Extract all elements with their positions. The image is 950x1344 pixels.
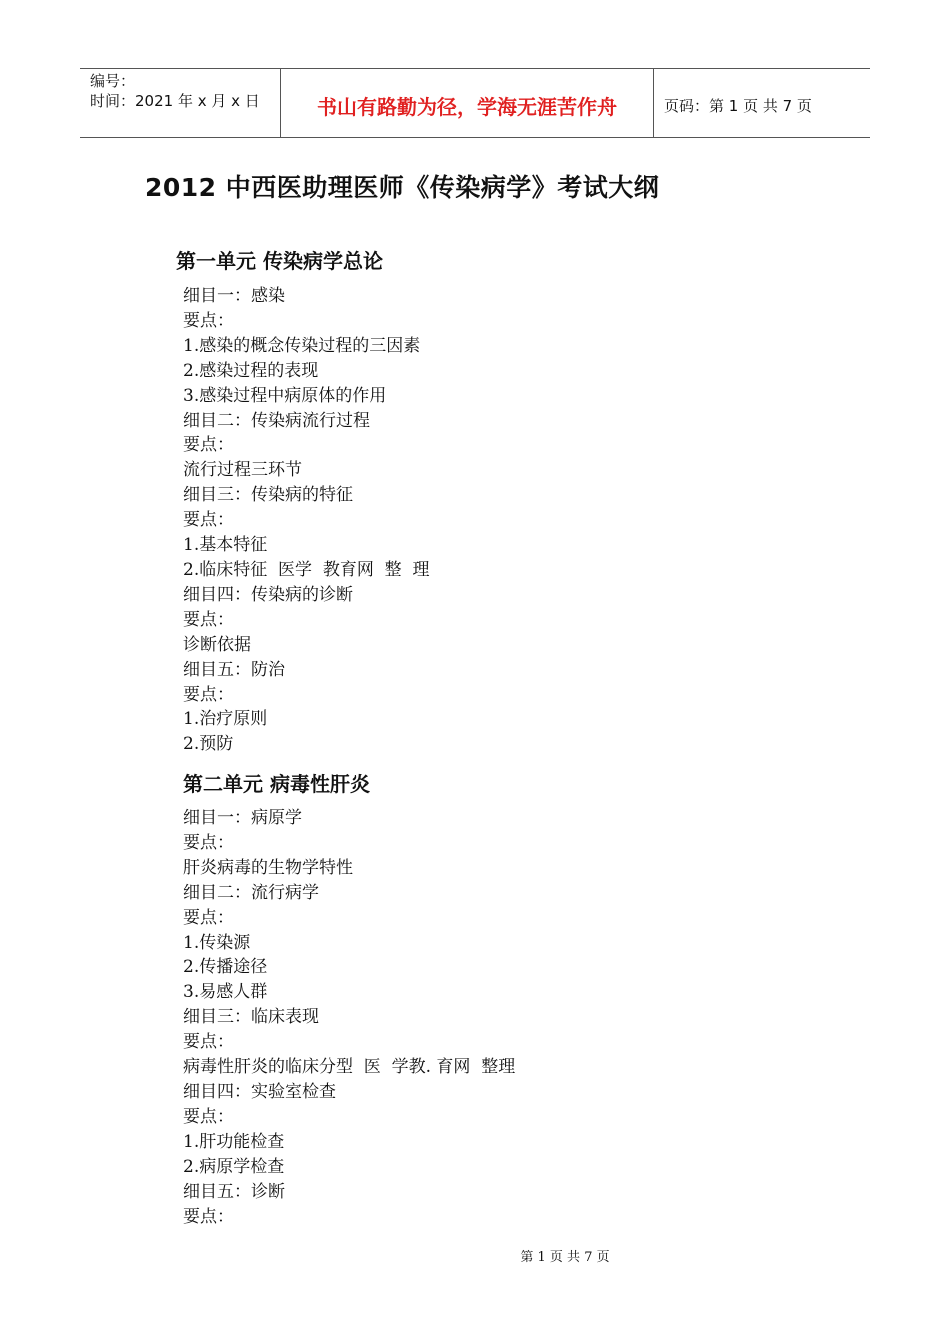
content-line: 要点： [183,510,234,531]
content-line: 2.临床特征 医学 教育网 整 理 [183,559,430,580]
content-line: 要点： [183,684,234,705]
page-footer: 第 1 页 共 7 页 [520,1250,610,1265]
content-line: 1.治疗原则 [183,709,268,730]
motto: 书山有路勤为径，学海无涯苦作舟 [281,69,654,137]
content-line: 细目二：传染病流行过程 [183,410,370,431]
unit-title: 第一单元 传染病学总论 [176,249,383,273]
number-label: 编号： [90,72,136,90]
content-line: 要点： [183,435,234,456]
content-line: 细目五：诊断 [183,1181,285,1202]
content-line: 3.易感人群 [183,982,268,1003]
content-line: 细目二：流行病学 [183,882,319,903]
header-table [80,68,870,138]
content-line: 细目五：防治 [183,659,285,680]
content-line: 2.预防 [183,734,234,755]
content-line: 2.传播途径 [183,957,268,978]
content-line: 2.感染过程的表现 [183,360,319,381]
unit-2-content [183,806,515,1229]
content-line: 病毒性肝炎的临床分型 医 学教. 育网 整理 [183,1057,516,1078]
content-line: 肝炎病毒的生物学特性 [183,857,353,878]
content-line: 诊断依据 [183,634,251,655]
content-line: 要点： [183,609,234,630]
content-line: 1.传染源 [183,932,251,953]
content-line: 要点： [183,1032,234,1053]
page-label: 页码：第 1 页 共 7 页 [664,96,812,115]
content-line: 细目三：传染病的特征 [183,485,353,506]
time-label: 时间：2021 年 x 月 x 日 [90,92,260,110]
content-line: 要点： [183,832,234,853]
content-line: 1.感染的概念传染过程的三因素 [183,335,421,356]
content-line: 细目四：传染病的诊断 [183,584,353,605]
content-line: 流行过程三环节 [183,460,302,481]
content-line: 要点： [183,907,234,928]
content-line: 细目四：实验室检查 [183,1081,336,1102]
content-line: 要点： [183,310,234,331]
content-line: 1.基本特征 [183,535,268,556]
header-meta [80,69,281,137]
content-line: 1.肝功能检查 [183,1131,285,1152]
content-line: 细目一：感染 [183,286,285,306]
content-line: 3.感染过程中病原体的作用 [183,385,387,406]
content-line: 要点： [183,1206,234,1227]
document-title: 2012 中西医助理医师《传染病学》考试大纲 [145,173,660,202]
content-line: 细目一：病原学 [183,808,302,828]
content-line: 要点： [183,1106,234,1127]
unit-title: 第二单元 病毒性肝炎 [183,772,370,796]
unit-1-content [183,284,429,757]
content-line: 2.病原学检查 [183,1156,285,1177]
content-line: 细目三：临床表现 [183,1007,319,1028]
